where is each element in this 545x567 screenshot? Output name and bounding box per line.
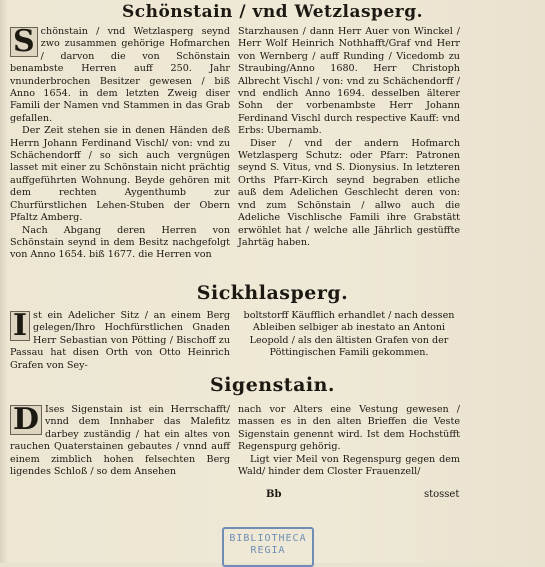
signature-mark: Bb xyxy=(266,489,282,500)
section2-left-column xyxy=(10,310,230,372)
drop-cap-initial: D xyxy=(10,405,42,435)
catchword: stosset xyxy=(424,489,460,500)
paragraph: boltstorff Käufflich erhandlet / nach dessen Ableiben selbiger ab inestato an Antoni Leopold / als den ältisten Grafen von der Pöttingischen Famili gekommen. xyxy=(243,310,455,359)
section-title-schoenstain: Schönstain / vnd Wetzlasperg. xyxy=(121,2,424,22)
paragraph: chönstain / vnd Wetzlasperg seynd zwo zusammen gehörige Hofmarchen / darvon die von Schönstain benambste Herren auff 250. Jahr vnunderbrochen Besitzer gewesen / biß Anno 1654. in dem letzten Zweig diser Famili der Namen vnd Stammen in das Grab gefallen. xyxy=(10,26,230,124)
section-title-sigenstain: Sigenstain. xyxy=(209,374,336,396)
drop-cap-initial: I xyxy=(10,311,30,341)
paragraph: Ligt vier Meil von Regenspurg gegen dem Wald/ hinder dem Closter Frauenzell/ xyxy=(238,453,460,478)
section3-left-column xyxy=(10,404,230,478)
drop-cap-initial: S xyxy=(10,27,38,57)
section1-left-column xyxy=(10,26,230,262)
paragraph: Der Zeit stehen sie in denen Händen deß Herrn Johann Ferdinand Vischl/ von: vnd zu Schächendorff / so sich auch vergnügen lasset mit einer zu Schönstain nicht prächtig auffgeführten Wohnung. Beyde gehören mit dem rechten Aygenthumb zur Churfürstlichen Lehen-Stuben der Obern Pfaltz Amberg. xyxy=(10,125,230,224)
paragraph: nach vor Alters eine Vestung gewesen / massen es in den alten Brieffen die Veste Sigenstain genennt wird. Ist dem Hochstüfft Regenspurg gehörig. xyxy=(238,404,460,453)
paragraph: st ein Adelicher Sitz / an einem Berg gelegen/Ihro Hochfürstlichen Gnaden Herr Sebastian von Pötting / Bischoff zu Passau hat disen Orth von Otto Heinrich Grafen von Sey- xyxy=(10,310,230,371)
paragraph: Diser / vnd der andern Hofmarch Wetzlasperg Schutz: oder Pfarr: Patronen seynd S. Vitus, vnd S. Dionysius. In letzteren Orths Pfarr-Kirch seynd begraben etliche auß dem Adelichen Geschlecht deren von: vnd zum Schönstain / allwo auch die Adeliche Vischlische Famili ihre Grabstätt erwöhlet hat / welche alle Jährlich gestüffte Jahrtäg haben. xyxy=(238,137,460,248)
paragraph: Nach Abgang deren Herren von Schönstain seynd in dem Besitz nachgefolgt von Anno 1654. biß 1677. die Herren von xyxy=(10,224,230,261)
section-title-sickhlasperg: Sickhlasperg. xyxy=(196,282,349,304)
paragraph: Ises Sigenstain ist ein Herrschafft/ vnnd dem Innhaber das Malefitz darbey zuständig / hat ein altes von rauchen Quaterstainen gebautes / vnnd auff einem zimblich hohen felsechten Berg ligendes Schloß / so dem Ansehen xyxy=(10,404,230,478)
section2-right-column xyxy=(238,310,460,360)
section3-right-column xyxy=(238,404,460,478)
section1-right-column xyxy=(238,26,460,249)
paragraph: Starzhausen / dann Herr Auer von Winckel / Herr Wolf Heinrich Nothhafft/Graf vnd Herr von Wernberg / auff Runding / Vicedomb zu Straubing/Anno 1680. Herr Christoph Albrecht Vischl / von: vnd zu Schächendorff / vnd endlich Anno 1694. desselben älterer Sohn der vorbenambste Herr Johann Ferdinand Vischl durch respective Kauff: vnd Erbs: Ubernamb. xyxy=(238,26,460,137)
library-stamp xyxy=(222,527,314,567)
stamp-line-2: REGIA xyxy=(250,545,286,556)
stamp-line-1: BIBLIOTHECA xyxy=(229,533,307,544)
